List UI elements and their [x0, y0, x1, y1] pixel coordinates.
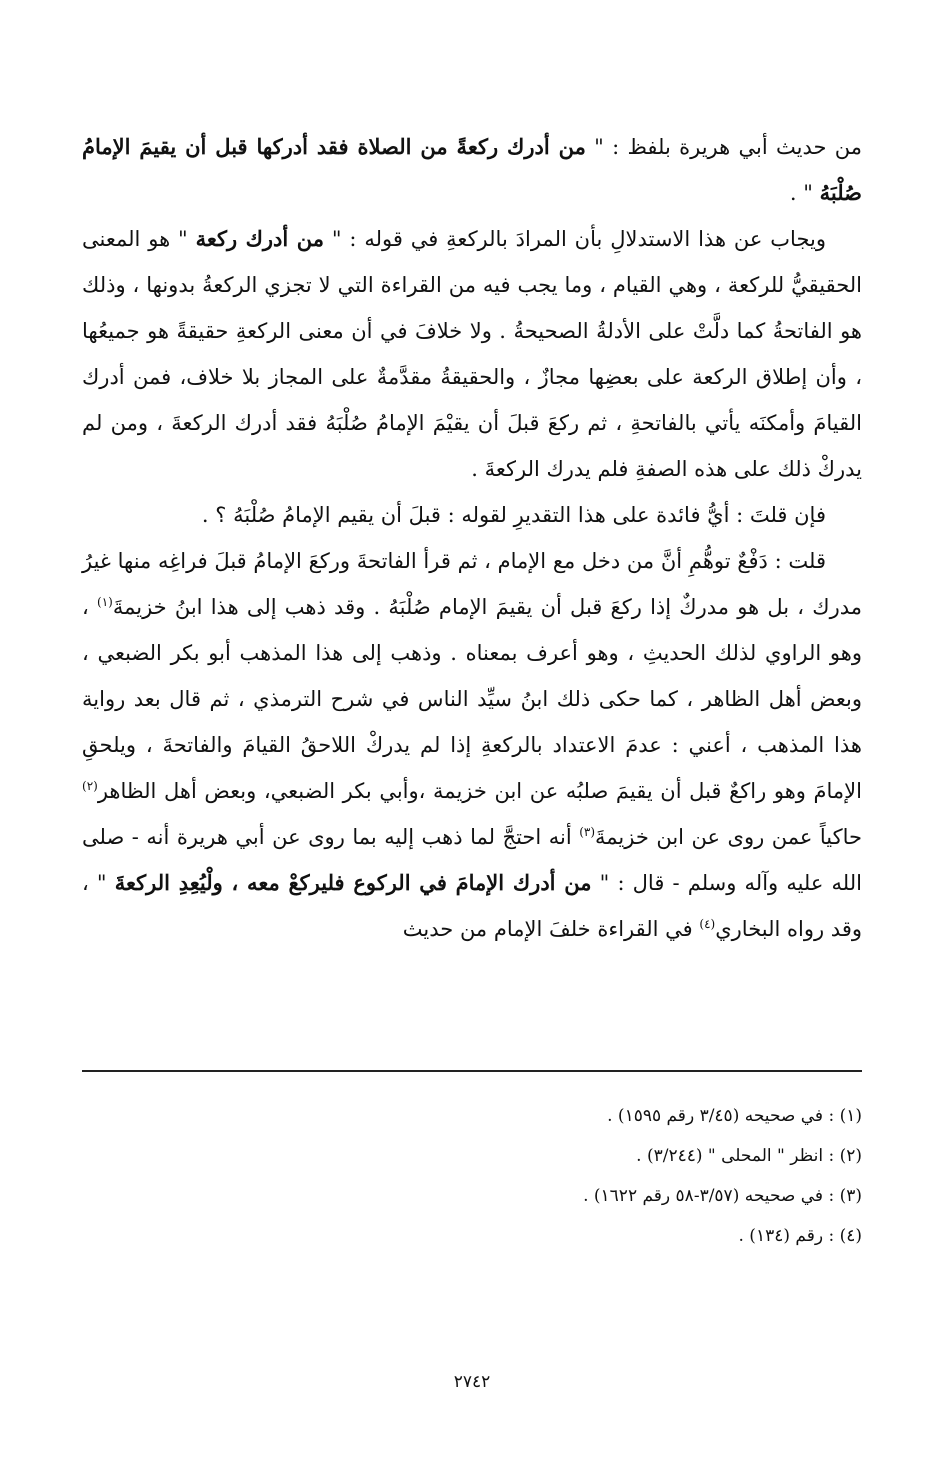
paragraph-4: [82, 538, 862, 952]
text-run: ويجاب عن هذا الاستدلالِ بأن المرادَ بالركعةِ في قوله : ": [323, 227, 826, 251]
footnote-4: (٤) : رقم (١٣٤) .: [738, 1226, 862, 1246]
text-run: " .: [789, 181, 820, 205]
footnote-ref-4[interactable]: (٤): [699, 917, 716, 931]
footnote-2: (٢) : انظر " المحلى " (٣/٢٤٤) .: [636, 1146, 862, 1166]
footnote-ref-2[interactable]: (٢): [82, 779, 98, 793]
hadith-quote: من أدرك الإمامَ في الركوع فليركعْ معه ، ولْيُعِدِ الركعةَ: [114, 870, 592, 895]
text-run: حاكياً عمن روى عن ابن خزيمةَ: [595, 825, 862, 849]
text-run: ، وهو الراوي لذلك الحديثِ ، وهو أعرف بمعناه . وذهب إلى هذا المذهب أبو بكر الضبعي ، وبعض أهل الظاهر ، كما حكى ذلك ابنُ سيِّد الناس في شرح الترمذي ، ثم قال بعد رواية هذا المذهب ، أعني : عدمَ الاعتداد بالركعةِ إذا لم يدركْ اللاحقُ القيامَ والفاتحةَ ، ويلحقِ الإمامَ وهو راكعٌ قبل أن يقيمَ صلبُه عن ابن خزيمة ،وأبي بكر الضبعي، وبعض أهل الظاهر: [82, 595, 862, 803]
text-run: قلت : دَفْعٌ توهُّمِ أنَّ من دخل مع الإمام ، ثم قرأ الفاتحةَ وركعَ الإمامُ قبلَ فراغِه منها غيرُ مدرك ، بل هو مدركٌ إذا ركعَ قبل أن يقيمَ الإمام صُلْبَهُ . وقد ذهب إلى هذا ابنُ خزيمةَ: [82, 549, 863, 619]
footnotes: [82, 1096, 862, 1256]
page-number: ٢٧٤٢: [453, 1372, 491, 1392]
footnote-1: (١) : في صحيحه (٣/٤٥ رقم ١٥٩٥) .: [607, 1106, 862, 1126]
text-run: من حديث أبي هريرة بلفظ : ": [585, 135, 862, 159]
text-run: " ، وقد رواه البخاري: [82, 871, 862, 941]
footnote-separator: [82, 1070, 862, 1072]
main-text: [82, 124, 862, 952]
paragraph-1: [82, 124, 862, 216]
paragraph-2: [82, 216, 862, 492]
footnote-ref-3[interactable]: (٣): [579, 825, 596, 839]
page-body: [82, 124, 862, 952]
hadith-quote: من أدرك ركعةً من الصلاة فقد أدركها قبل أن يقيمَ الإمامُ صُلْبَهُ: [82, 134, 862, 205]
paragraph-3: فإن قلتَ : أيُّ فائدة على هذا التقديرِ لقوله : قبلَ أن يقيم الإمامُ صُلْبَهُ ؟ .: [201, 503, 826, 527]
text-run: أنه احتجَّ لما ذهب إليه بما روى عن أبي هريرة أنه - صلى الله عليه وآله وسلم - قال : ": [82, 825, 862, 895]
footnote-ref-1[interactable]: (١): [97, 595, 113, 609]
text-run: في القراءة خلفَ الإمام من حديث: [402, 917, 700, 941]
text-run: " هو المعنى الحقيقيُّ للركعة ، وهي القيام ، وما يجب فيه من القراءة التي لا تجزي الركعةُ بدونها ، وذلك هو الفاتحةُ كما دلَّتْ على الأدلةُ الصحيحةُ . ولا خلافَ في أن معنى الركعةِ حقيقةً هو جميعُها ، وأن إطلاق الركعة على بعضِها مجازٌ ، والحقيقةُ مقدَّمةٌ على المجاز بلا خلاف، فمن أدرك القيامَ وأمكنَه يأتي بالفاتحةِ ، ثم ركعَ قبلَ أن يقيْمَ الإمامُ صُلْبَهُ فقد أدرك الركعةَ ، ومن لم يدركْ ذلك على هذه الصفةِ فلم يدرك الركعةَ .: [82, 227, 862, 481]
hadith-quote: من أدرك ركعة: [195, 226, 324, 251]
footnote-3: (٣) : في صحيحه (٣/٥٧-٥٨ رقم ١٦٢٢) .: [583, 1186, 862, 1206]
